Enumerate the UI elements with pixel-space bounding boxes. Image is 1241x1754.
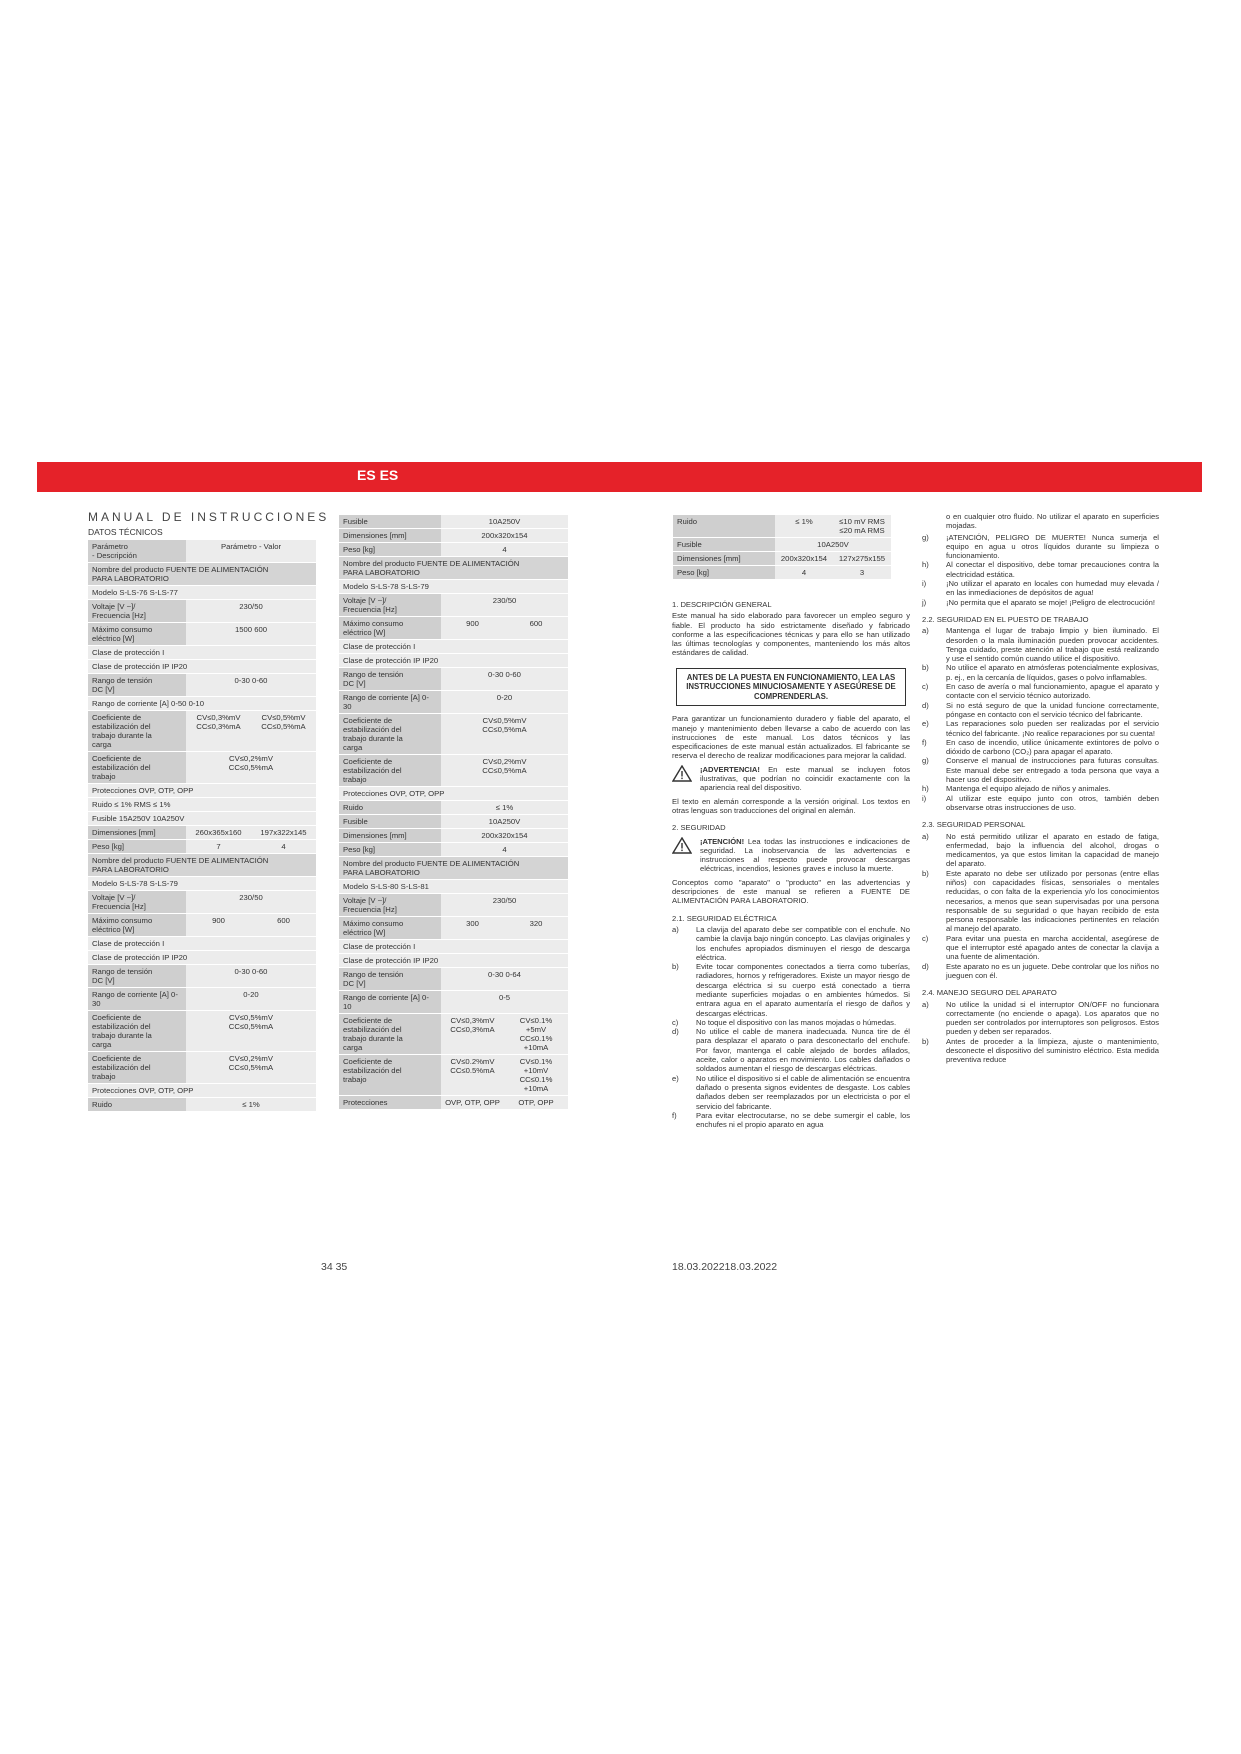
table-row — [88, 988, 316, 1010]
list-item-letter: e) — [922, 719, 929, 729]
table-label-cell: Clase de protección I — [343, 942, 416, 951]
table-row — [88, 697, 316, 710]
table-label-cell: Nombre del producto FUENTE DE ALIMENTACIÓN PARA LABORATORIO — [343, 559, 520, 577]
table-value-cell: 0-30 0-64 — [488, 970, 521, 979]
list-item-text: ¡ATENCIÓN, PELIGRO DE MUERTE! Nunca sumerja el equipo en agua u otros líquidos durante su limpieza o funcionamiento. — [946, 532, 1159, 561]
table-label-cell: Rango de corriente [A] 0-50 0-10 — [92, 699, 204, 708]
list-item — [922, 626, 1159, 663]
list-item-text: En caso de avería o mal funcionamiento, apague el aparato y contacte con el servicio técnico autorizado. — [946, 682, 1159, 701]
list-item-letter: e) — [672, 1073, 679, 1083]
table-label-cell: Voltaje [V ~]/ Frecuencia [Hz] — [88, 891, 186, 913]
table-label-cell: Modelo S-LS-78 S-LS-79 — [343, 582, 429, 591]
list-item-text: No utilice la unidad si el interruptor ON/OFF no funcionara correctamente (no enciende o apaga). Los aparatos que no pueden ser controlados por interruptores son peligrosos. Estos pueden y deben ser reparados. — [946, 999, 1159, 1037]
list-item — [922, 701, 1159, 720]
table-value-cell: ≤ 1% — [242, 1100, 260, 1109]
table-row — [88, 752, 316, 783]
table-label-cell: Rango de tensión DC [V] — [88, 674, 186, 696]
table-row — [339, 515, 568, 528]
table-row — [88, 711, 316, 751]
table-row — [339, 940, 568, 953]
list-item — [922, 794, 1159, 813]
list-item-letter: a) — [922, 999, 929, 1009]
table-label-cell: Peso [kg] — [88, 840, 186, 853]
table-label-cell: Coeficiente de estabilización del trabajo durante la carga — [88, 711, 186, 751]
list-item-text: Las reparaciones solo pueden ser realizadas por el servicio técnico del fabricante. ¡No realice reparaciones por su cuenta! — [946, 719, 1159, 738]
table-label-cell: Clase de protección I — [92, 648, 165, 657]
table-value-cell: 3 — [859, 568, 865, 577]
list-item-text: No está permitido utilizar el aparato en estado de fatiga, enfermedad, bajo la influencia del alcohol, drogas o medicamentos, ya que estos limitan la capacidad de manejo del aparato. — [946, 831, 1159, 869]
list-item — [922, 560, 1159, 579]
table-label-cell: Voltaje [V ~]/ Frecuencia [Hz] — [88, 600, 186, 622]
table-row — [673, 515, 891, 537]
list-item-letter: d) — [922, 700, 929, 710]
paragraph-translation: El texto en alemán corresponde a la versión original. Los textos en otras lenguas son traducciones del original en alemán. — [672, 796, 910, 815]
warning-heading: ¡ADVERTENCIA! — [700, 764, 760, 774]
spec-table-1 — [88, 540, 316, 1112]
table-value-cell: CV≤0,2%mV CC≤0,5%mA — [228, 754, 274, 772]
list-item-text: Mantenga el lugar de trabajo limpio y bien iluminado. El desorden o la mala iluminación pueden provocar accidentes. Tenga cuidado, preste atención al trabajo que está realizando y use el sentido común cuando utilice el dispositivo. — [946, 626, 1159, 664]
table-label-cell: Dimensiones [mm] — [339, 529, 441, 542]
table-row — [673, 552, 891, 565]
table-row — [339, 617, 568, 639]
table-label-cell: Protecciones — [339, 1096, 441, 1109]
table-value-cell: 4 — [281, 842, 286, 851]
warning-text: En este manual se incluyen fotos ilustrativas, que podrían no coincidir exactamente con la apariencia real del dispositivo. — [700, 764, 910, 793]
table-row — [88, 812, 316, 825]
table-row — [673, 538, 891, 551]
list-item-text: ¡No permita que el aparato se moje! ¡Peligro de electrocución! — [946, 597, 1155, 607]
table-label-cell: Ruido — [88, 1098, 186, 1111]
table-label-cell: Rango de tensión DC [V] — [339, 668, 441, 690]
table-value-cell: 0-30 0-60 — [488, 670, 521, 679]
table-row — [88, 840, 316, 853]
table-row — [339, 580, 568, 593]
table-label-cell: Fusible 15A250V 10A250V — [92, 814, 185, 823]
workplace-safety-list — [922, 626, 1159, 812]
list-item-text: Mantenga el equipo alejado de niños y animales. — [946, 784, 1111, 794]
safe-handling-list — [922, 1000, 1159, 1065]
table-row — [339, 954, 568, 967]
list-item-letter: d) — [922, 961, 929, 971]
section-title-personal: 2.3. SEGURIDAD PERSONAL — [922, 820, 1026, 830]
list-item — [922, 869, 1159, 934]
table-label-cell: Clase de protección IP IP20 — [92, 662, 188, 671]
table-value-cell: 900 — [212, 916, 225, 925]
table-value-cell: 600 — [277, 916, 290, 925]
list-item — [922, 719, 1159, 738]
list-item-letter: g) — [922, 756, 929, 766]
table-value-cell: 200x320x154 — [780, 554, 828, 563]
table-label-cell: Rango de corriente [A] 0-10 — [339, 991, 441, 1013]
read-instructions-box: ANTES DE LA PUESTA EN FUNCIONAMIENTO, LEA LAS INSTRUCCIONES MINUCIOSAMENTE Y ASEGÚRESE DE COMPRENDERLAS. — [676, 668, 906, 707]
list-item — [922, 784, 1159, 793]
table-label-cell: Protecciones OVP, OTP, OPP — [343, 789, 445, 798]
table-label-cell: Fusible — [339, 815, 441, 828]
table-value-cell: CV≤0.2%mV CC≤0.5%mA — [450, 1057, 495, 1075]
table-value-cell: 1500 600 — [234, 625, 268, 634]
table-label-cell: Voltaje [V ~]/ Frecuencia [Hz] — [339, 894, 441, 916]
list-item-text: Al utilizar este equipo junto con otros, también deben observarse otras instrucciones de uso. — [946, 793, 1159, 812]
table-row — [88, 540, 316, 562]
table-label-cell: Rango de tensión DC [V] — [339, 968, 441, 990]
table-value-cell: 10A250V — [488, 517, 521, 526]
table-label-cell: Máximo consumo eléctrico [W] — [339, 617, 441, 639]
table-label-cell: Máximo consumo eléctrico [W] — [88, 914, 186, 936]
list-item-letter: i) — [922, 579, 927, 589]
table-row — [339, 829, 568, 842]
table-row — [339, 894, 568, 916]
table-label-cell: Dimensiones [mm] — [88, 826, 186, 839]
table-label-cell: Nombre del producto FUENTE DE ALIMENTACIÓN PARA LABORATORIO — [92, 565, 269, 583]
table-label-cell: Protecciones OVP, OTP, OPP — [92, 786, 194, 795]
table-value-cell: 0-30 0-60 — [234, 967, 268, 976]
table-label-cell: Modelo S-LS-76 S-LS-77 — [92, 588, 178, 597]
spec-table-2 — [339, 515, 568, 1110]
list-item-text: No utilice el aparato en atmósferas potencialmente explosivas, p. ej., en la cercanía de líquidos, gases o polvo inflamables. — [946, 663, 1159, 682]
table-label-cell: Peso [kg] — [673, 566, 775, 579]
table-value-cell: CV≤0,3%mV CC≤0,3%mA — [196, 713, 241, 731]
list-item — [672, 1074, 910, 1111]
table-value-cell: 10A250V — [488, 817, 521, 826]
table-row — [88, 623, 316, 645]
list-item-letter: a) — [922, 626, 929, 636]
attention-text: Lea todas las instrucciones e indicaciones de seguridad. La inobservancia de las advertencias e instrucciones al respecto puede provocar descargas eléctricas, incendios, lesiones graves e incluso la muerte. — [700, 836, 910, 874]
list-item-text: Evite tocar componentes conectados a tierra como tuberías, radiadores, hornos y refrigeradores. Existe un mayor riesgo de descarga eléctrica si su cuerpo está conectado a tierra mediante superficies mojadas o en ambientes húmedos. Si entrara agua en el aparato aumentaría el riesgo de daños y descargas eléctricas. — [696, 962, 910, 1018]
table-label-cell: Dimensiones [mm] — [673, 552, 775, 565]
table-value-cell: ≤10 mV RMS ≤20 mA RMS — [839, 517, 885, 535]
table-value-cell: 0-20 — [243, 990, 259, 999]
electrical-safety-list-continued — [922, 533, 1159, 607]
table-label-cell: Protecciones OVP, OTP, OPP — [92, 1086, 194, 1095]
table-value-cell: 127x275x155 — [838, 554, 886, 563]
list-item — [922, 1000, 1159, 1037]
list-item — [922, 598, 1159, 607]
table-row — [339, 815, 568, 828]
table-label-cell: Rango de corriente [A] 0-30 — [88, 988, 186, 1010]
table-row — [88, 1011, 316, 1051]
table-row — [339, 801, 568, 814]
table-label-cell: Modelo S-LS-80 S-LS-81 — [343, 882, 429, 891]
table-value-cell: 300 — [466, 919, 479, 928]
table-label-cell: Fusible — [673, 538, 775, 551]
list-item-letter: b) — [922, 868, 929, 878]
list-item-letter: d) — [672, 1027, 679, 1037]
table-row — [88, 854, 316, 876]
table-label-cell: Parámetro - Descripción — [88, 540, 186, 562]
list-item-letter: b) — [922, 663, 929, 673]
table-row — [88, 951, 316, 964]
list-item-letter: g) — [922, 532, 929, 542]
table-row — [88, 1098, 316, 1111]
table-value-cell: OVP, OTP, OPP — [445, 1098, 500, 1107]
table-value-cell: Parámetro - Valor — [220, 542, 282, 551]
table-value-cell: 600 — [529, 619, 543, 628]
table-row — [88, 1052, 316, 1083]
table-value-cell: 0-20 — [496, 693, 513, 702]
text-column-left — [672, 600, 910, 1129]
table-row — [88, 891, 316, 913]
list-item-text: Este aparato no debe ser utilizado por personas (entre ellas niños) con capacidades físicas, sensoriales o mentales reducidas, o con falta de la experiencia y/o los conocimientos necesarios, a menos que sean supervisadas por una persona responsable de su seguridad o que hayan recibido de esta persona responsable las indicaciones pertinentes en relación al manejo del aparato. — [946, 868, 1159, 934]
table-row — [88, 646, 316, 659]
table-row — [339, 594, 568, 616]
table-value-cell: 4 — [801, 568, 807, 577]
section-title-electrical: 2.1. SEGURIDAD ELÉCTRICA — [672, 913, 777, 923]
text-column-right — [922, 512, 1159, 1065]
attention-heading: ¡ATENCIÓN! — [700, 836, 745, 846]
list-item-text: No utilice el dispositivo si el cable de alimentación se encuentra dañado o presenta signos evidentes de desgaste. Los cables dañados deben ser reemplazados por un electricista o por el servicio del fabricante. — [696, 1073, 911, 1111]
table-label-cell: Rango de corriente [A] 0-30 — [339, 691, 441, 713]
table-row — [339, 1014, 568, 1054]
table-label-cell: Coeficiente de estabilización del trabajo durante la carga — [339, 714, 441, 754]
table-row — [339, 1096, 568, 1109]
list-item — [922, 663, 1159, 682]
table-label-cell: Coeficiente de estabilización del trabajo — [88, 1052, 186, 1083]
banner-text: ES ES — [357, 467, 399, 483]
list-item-text: No utilice el cable de manera inadecuada. Nunca tire de él para desplazar el aparato o para desconectarlo del enchufe. Por favor, mantenga el cable alejado de bordes afilados, aceite, calor o aparatos en movimiento. Los cables dañados o soldados aumentan el riesgo de descargas eléctricas. — [696, 1027, 910, 1074]
table-row — [339, 843, 568, 856]
table-value-cell: 230/50 — [492, 896, 517, 905]
table-label-cell: Coeficiente de estabilización del trabajo — [339, 1055, 441, 1095]
list-item-text: Si no está seguro de que la unidad funcione correctamente, póngase en contacto con el servicio técnico del fabricante. — [946, 700, 1159, 719]
warning-triangle-icon — [672, 837, 700, 874]
table-value-cell: CV≤0.1% +10mV CC≤0.1% +10mA — [519, 1057, 553, 1093]
table-label-cell: Ruido — [673, 515, 775, 537]
table-row — [88, 674, 316, 696]
list-item-text: ¡No utilizar el aparato en locales con humedad muy elevada / en las inmediaciones de depósitos de agua! — [946, 579, 1159, 598]
table-label-cell: Fusible — [339, 515, 441, 528]
table-row — [88, 600, 316, 622]
table-label-cell: Peso [kg] — [339, 843, 441, 856]
list-item-text: No toque el dispositivo con las manos mojadas o húmedas. — [696, 1017, 897, 1027]
table-value-cell: 200x320x154 — [481, 831, 528, 840]
table-row — [339, 714, 568, 754]
warning-block — [672, 765, 910, 793]
list-item — [922, 738, 1159, 757]
list-item-letter: i) — [922, 793, 927, 803]
table-row — [88, 914, 316, 936]
table-label-cell: Ruido — [339, 801, 441, 814]
table-row — [339, 668, 568, 690]
list-item-letter: a) — [672, 924, 679, 934]
list-item-letter: f) — [672, 1110, 677, 1120]
section-title-workplace: 2.2. SEGURIDAD EN EL PUESTO DE TRABAJO — [922, 614, 1089, 624]
attention-block — [672, 837, 910, 874]
table-value-cell: CV≤0,5%mV CC≤0,5%mA — [228, 1013, 274, 1031]
list-item-text: Este aparato no es un juguete. Debe controlar que los niños no jueguen con él. — [946, 961, 1159, 980]
list-item — [672, 925, 910, 962]
electrical-safety-list — [672, 925, 910, 1130]
table-value-cell: 260x365x160 — [195, 828, 242, 837]
table-value-cell: 320 — [529, 919, 543, 928]
table-label-cell: Modelo S-LS-78 S-LS-79 — [92, 879, 178, 888]
table-row — [339, 880, 568, 893]
table-label-cell: Máximo consumo eléctrico [W] — [339, 917, 441, 939]
list-item — [672, 1027, 910, 1073]
date-footer: 18.03.202218.03.2022 — [672, 1261, 778, 1273]
table-value-cell: CV≤0,3%mV CC≤0,3%mA — [450, 1016, 495, 1034]
list-item-letter: f) — [922, 737, 927, 747]
section-heading-technical-data: DATOS TÉCNICOS — [88, 527, 163, 537]
table-row — [88, 965, 316, 987]
table-value-cell: 230/50 — [239, 893, 263, 902]
list-item — [922, 1037, 1159, 1065]
table-label-cell: Nombre del producto FUENTE DE ALIMENTACIÓN PARA LABORATORIO — [343, 859, 520, 877]
table-row — [88, 1084, 316, 1097]
table-label-cell: Nombre del producto FUENTE DE ALIMENTACIÓN PARA LABORATORIO — [92, 856, 269, 874]
table-label-cell: Máximo consumo eléctrico [W] — [88, 623, 186, 645]
table-label-cell: Coeficiente de estabilización del trabajo durante la carga — [339, 1014, 441, 1054]
table-value-cell: 230/50 — [492, 596, 517, 605]
table-row — [88, 563, 316, 585]
table-value-cell: 230/50 — [239, 602, 263, 611]
table-row — [339, 755, 568, 786]
paragraph-concepts: Conceptos como "aparato" o "producto" en las advertencias y descripciones de este manual se refieren a FUENTE DE ALIMENTACIÓN PARA LABORATORIO. — [672, 877, 910, 906]
table-value-cell: 900 — [466, 619, 479, 628]
personal-safety-list — [922, 832, 1159, 981]
table-row — [88, 937, 316, 950]
table-row — [339, 654, 568, 667]
list-item-text: La clavija del aparato debe ser compatible con el enchufe. No cambie la clavija bajo ningún concepto. Las clavijas originales y los enchufes apropiados disminuyen el riesgo de descarga eléctrica. — [696, 924, 911, 962]
table-value-cell: CV≤0,2%mV CC≤0,5%mA — [482, 757, 527, 775]
list-item — [672, 962, 910, 1018]
list-item-letter: c) — [672, 1017, 679, 1027]
table-row — [88, 784, 316, 797]
table-value-cell: CV≤0,5%mV CC≤0,5%mA — [482, 716, 527, 734]
table-label-cell: Clase de protección IP IP20 — [343, 956, 439, 965]
table-label-cell: Rango de tensión DC [V] — [88, 965, 186, 987]
table-label-cell: Coeficiente de estabilización del trabajo durante la carga — [88, 1011, 186, 1051]
table-value-cell: ≤ 1% — [495, 803, 514, 812]
list-item — [922, 579, 1159, 598]
list-item — [922, 682, 1159, 701]
list-item — [922, 533, 1159, 561]
list-item — [672, 1018, 910, 1027]
list-item-text: Para evitar una puesta en marcha accidental, asegúrese de que el interruptor esté apagado antes de conectar la clavija a una fuente de alimentación. — [946, 933, 1159, 962]
table-row — [339, 557, 568, 579]
section-title-handling: 2.4. MANEJO SEGURO DEL APARATO — [922, 988, 1057, 998]
page-numbers: 34 35 — [321, 1261, 348, 1273]
table-value-cell: 0-5 — [498, 993, 511, 1002]
paragraph-durability: Para garantizar un funcionamiento duradero y fiable del aparato, el manejo y mantenimiento deben llevarse a cabo de acuerdo con las instrucciones de este manual. Los datos técnicos y las especificaciones de este manual están actualizados. El fabricante se reserva el derecho de realizar modificaciones para mejorar la calidad. — [672, 714, 910, 761]
section-title-general: 1. DESCRIPCIÓN GENERAL — [672, 600, 772, 609]
table-row — [88, 586, 316, 599]
table-row — [673, 566, 891, 579]
table-value-cell: 200x320x154 — [481, 531, 528, 540]
list-item-letter: b) — [672, 962, 679, 972]
table-row — [88, 798, 316, 811]
table-label-cell: Coeficiente de estabilización del trabajo — [88, 752, 186, 783]
table-row — [339, 991, 568, 1013]
table-value-cell: 4 — [502, 845, 507, 854]
table-value-cell: OTP, OPP — [518, 1098, 554, 1107]
table-row — [339, 857, 568, 879]
list-item — [922, 962, 1159, 981]
list-item-letter: a) — [922, 831, 929, 841]
list-item-text: Antes de proceder a la limpieza, ajuste o mantenimiento, desconecte el dispositivo del suministro eléctrico. Esta medida preventiva reduce — [946, 1036, 1159, 1065]
list-item-letter: j) — [922, 597, 927, 607]
table-row — [339, 1055, 568, 1095]
table-row — [339, 691, 568, 713]
table-value-cell: CV≤0.1% +5mV CC≤0.1% +10mA — [519, 1016, 553, 1052]
table-label-cell: Clase de protección IP IP20 — [343, 656, 439, 665]
table-value-cell: ≤ 1% — [795, 517, 813, 526]
warning-triangle-icon — [672, 765, 700, 793]
list-item-letter: h) — [922, 784, 929, 794]
table-value-cell: CV≤0,2%mV CC≤0,5%mA — [228, 1054, 274, 1072]
table-row — [339, 543, 568, 556]
table-row — [339, 529, 568, 542]
list-item — [922, 756, 1159, 784]
list-item-letter: c) — [922, 933, 929, 943]
list-item — [672, 1111, 910, 1130]
table-label-cell: Dimensiones [mm] — [339, 829, 441, 842]
list-item-text: En caso de incendio, utilice únicamente extintores de polvo o dióxido de carbono (CO₂) para apagar el aparato. — [946, 737, 1159, 757]
table-row — [88, 877, 316, 890]
table-row — [339, 968, 568, 990]
table-row — [339, 787, 568, 800]
table-label-cell: Clase de protección I — [343, 642, 416, 651]
language-banner — [37, 462, 1202, 492]
table-row — [339, 640, 568, 653]
list-item-text: Conserve el manual de instrucciones para futuras consultas. Este manual debe ser entregado a toda persona que vaya a hacer uso del dispositivo. — [946, 756, 1159, 785]
table-value-cell: 10A250V — [817, 540, 849, 549]
table-label-cell: Peso [kg] — [339, 543, 441, 556]
table-label-cell: Voltaje [V ~]/ Frecuencia [Hz] — [339, 594, 441, 616]
table-label-cell: Ruido ≤ 1% RMS ≤ 1% — [92, 800, 171, 809]
paragraph-general: Este manual ha sido elaborado para favorecer un empleo seguro y fiable. El producto ha sido estrictamente diseñado y fabricado conforme a las especificaciones técnicas y para ello se han utilizado las últimas tecnologías y componentes, manteniendo los más altos estándares de calidad. — [672, 611, 910, 658]
table-row — [88, 660, 316, 673]
paragraph-continuation: o en cualquier otro fluido. No utilizar el aparato en superficies mojadas. — [946, 512, 1159, 531]
list-item — [922, 832, 1159, 869]
list-item-text: Al conectar el dispositivo, debe tomar precauciones contra la electricidad estática. — [946, 560, 1159, 579]
table-value-cell: 7 — [216, 842, 221, 851]
table-value-cell: 4 — [502, 545, 507, 554]
table-label-cell: Coeficiente de estabilización del trabajo — [339, 755, 441, 786]
section-title-safety: 2. SEGURIDAD — [672, 823, 726, 833]
list-item-letter: h) — [922, 560, 929, 570]
list-item-text: Para evitar electrocutarse, no se debe sumergir el cable, los enchufes ni el propio aparato en agua — [696, 1110, 910, 1130]
table-label-cell: Clase de protección IP IP20 — [92, 953, 188, 962]
table-row — [339, 917, 568, 939]
list-item-letter: c) — [922, 682, 929, 692]
table-label-cell: Clase de protección I — [92, 939, 165, 948]
table-value-cell: 197x322x145 — [260, 828, 307, 837]
manual-title: MANUAL DE INSTRUCCIONES — [88, 510, 330, 524]
table-row — [88, 826, 316, 839]
table-value-cell: CV≤0,5%mV CC≤0,5%mA — [261, 713, 306, 731]
table-value-cell: 0-30 0-60 — [234, 676, 268, 685]
list-item — [922, 934, 1159, 962]
spec-table-3 — [673, 515, 891, 580]
list-item-letter: b) — [922, 1036, 929, 1046]
